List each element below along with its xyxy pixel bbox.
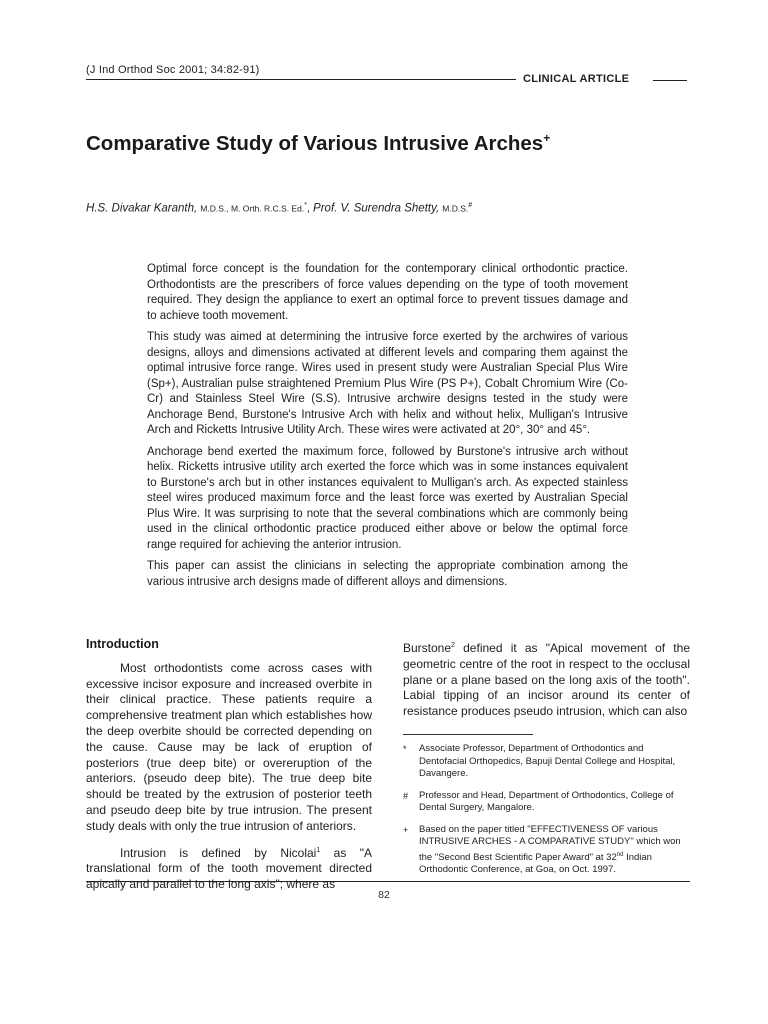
left-column [86,637,372,901]
right-column [403,638,690,728]
footnote-text-part: Indian Orthodontic Conference, at Goa, on Oct. 1997. [419,851,652,876]
author-2-name: Prof. V. Surendra Shetty, [313,202,440,215]
title-mark: + [543,131,551,145]
abstract-paragraph: This study was aimed at determining the intrusive force exerted by the archwires of various designs, alloys and dimensions activated at different levels and comparing them against the optimal intrusive force range. Wires used in present study were Australian Special Plus Wire (Sp+), Australian pulse straightened Premium Plus Wire (PS P+), Cobalt Chromium Wire (Co-Cr) and Stainless Steel Wire (S.S). Intrusive archwire designs tested in the study were Anchorage Bend, Burstone's Intrusive Arch with helix and without helix, Mulligan's Intrusive Arch and Ricketts Intrusive Utility Arch. These wires were activated at 20°, 30° and 45°. [147,331,628,436]
abstract [147,262,628,596]
author-2-mark: # [468,202,473,209]
title-text: Comparative Study of Various Intrusive Arches [86,131,544,155]
footnote-mark: * [403,744,407,754]
body-paragraph [403,638,690,720]
footer-rule [86,881,690,882]
footnote [403,824,690,877]
body-text: Intrusion is defined by Nicolai [120,845,317,860]
ordinal-suffix: nd [616,851,624,858]
abstract-paragraph: Optimal force concept is the foundation for the contemporary clinical orthodontic practice. Orthodontists are the prescribers of force values depending on the type of tooth movement required. They design the appliance to exert an optimal force to prevent tissues damage and to achieve tooth movement. [147,263,628,322]
reference-marker: 2 [451,642,455,649]
author-line: H.S. Divakar Karanth, M.D.S., M. Orth. R.C.S. Ed.*, Prof. V. Surendra Shetty, M.D.S.# [86,202,473,215]
footnote [403,743,690,781]
body-text: as "A translational form of the tooth movement directed apically and parallel to the long axis"; where as [86,845,372,892]
header-rule [86,79,516,80]
footnote-text-part: Based on the paper titled "EFFECTIVENESS OF various INTRUSIVE ARCHES - A COMPARATIVE STUDY" which won the "Second Best Scientific Paper Award" at 32 [419,823,681,863]
body-paragraph [86,843,372,893]
abstract-paragraph: This paper can assist the clinicians in selecting the appropriate combination among the various intrusive arch designs made of different alloys and dimensions. [147,560,628,588]
footnote-rule [403,734,533,735]
reference-marker: 1 [316,846,321,854]
journal-citation: (J Ind Orthod Soc 2001; 34:82-91) [86,64,260,76]
footnote [403,790,690,815]
footnotes [403,743,690,886]
footnote-text [419,824,690,877]
author-1-mark: * [304,202,307,209]
body-paragraph: Most orthodontists come across cases with excessive incisor exposure and increased overbite in their clinical practice. These patients require a comprehensive treatment plan which establishes how the deep overbite should be corrected depending on the cause. Cause may be lack of eruption of posteriors (true deep bite) or overeruption of the anteriors. (pseudo deep bite). The true deep bite should be treated by the extrusion of posterior teeth and pseudo deep bite by true intrusion. The present study deals with only the true intrusion of anteriors. [86,660,372,833]
footnote-mark: + [403,824,409,835]
footnote-mark: # [403,790,409,801]
body-text: defined it as "Apical movement of the geometric centre of the root in respect to the occlusal plane or a plane based on the long axis of the tooth". Labial tipping of an incisor around its center of resistance produces pseudo intrusion, which can also [403,641,690,719]
article-title [86,131,550,156]
author-1-degrees: M.D.S., M. Orth. R.C.S. Ed. [200,203,305,214]
page-number: 82 [378,889,390,901]
body-text: Burstone [403,641,452,655]
author-1-name: H.S. Divakar Karanth, [86,202,198,215]
author-2-degrees: M.D.S. [442,203,469,214]
footnote-text: Associate Professor, Department of Orthodontics and Dentofacial Orthopedics, Bapuji Dental College and Hospital, Davangere. [419,743,676,779]
article-type-label: CLINICAL ARTICLE [523,73,630,85]
header-rule-right [653,80,687,81]
abstract-paragraph: Anchorage bend exerted the maximum force, followed by Burstone's intrusive arch without helix. Ricketts intrusive utility arch exerted the force which was in some instances equivalent to Burstone's arch but in other instances equivalent to Mulligan's arch. As expected stainless steel wires produced maximum force and the least force was exerted by Australian Special Plus Wire. It was surprising to note that the several combinations which are commonly being used in the clinical orthodontic practice produced either above or below the optimal force range required for achieving the anterior intrusion. [147,445,628,551]
footnote-text: Professor and Head, Department of Orthodontics, College of Dental Surgery, Mangalore. [419,789,674,813]
section-heading-introduction: Introduction [86,637,159,651]
